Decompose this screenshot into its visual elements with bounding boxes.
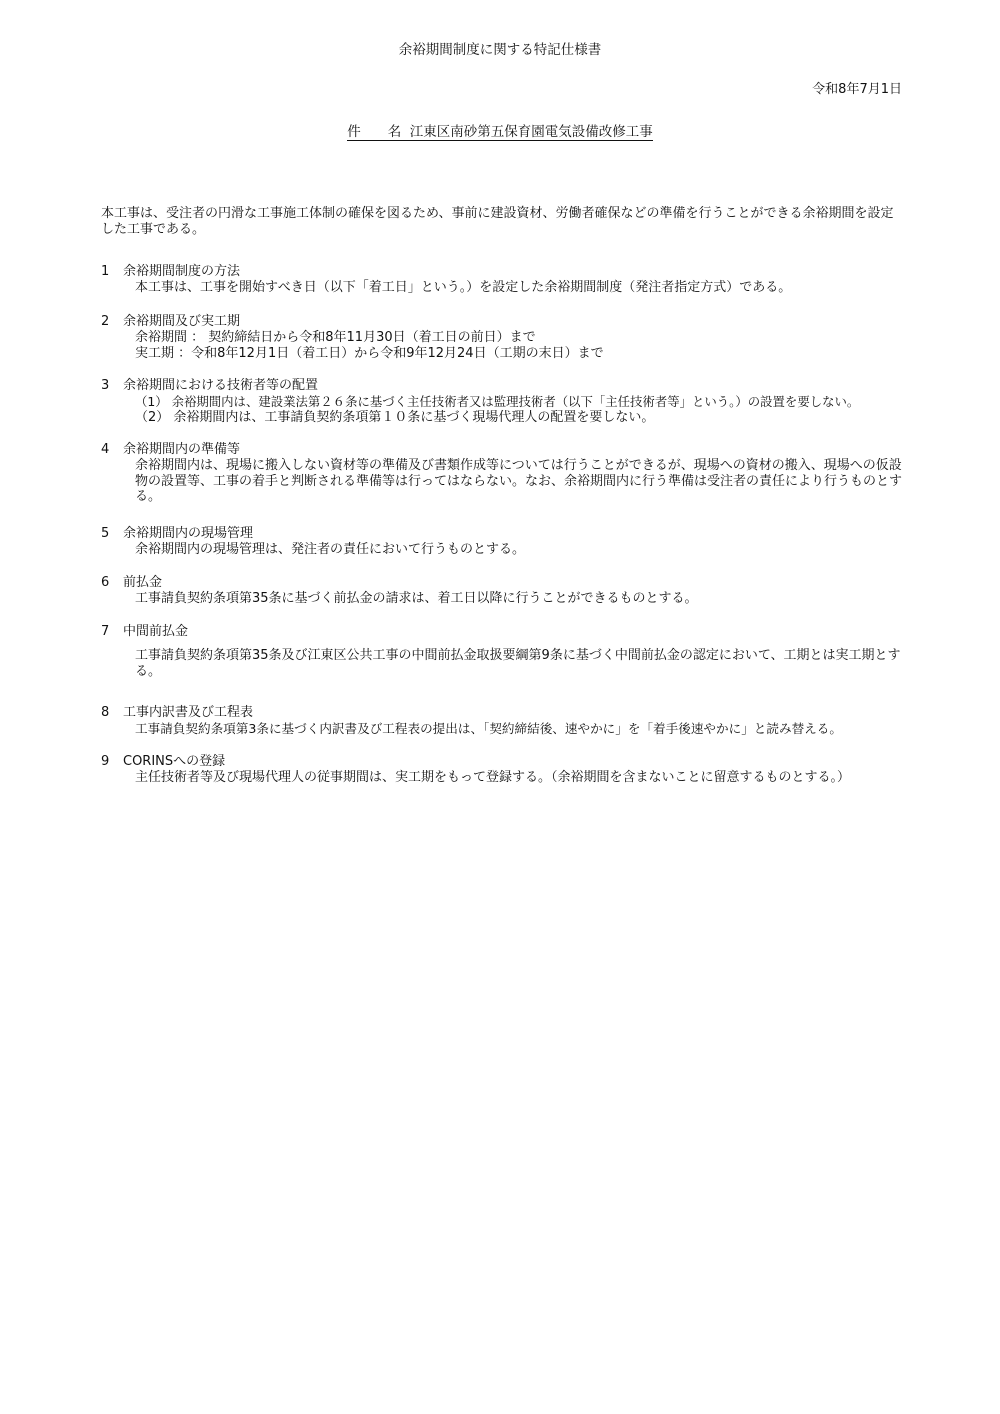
section-3	[101, 378, 913, 425]
intro-paragraph: 本工事は、受注者の円滑な工事施工体制の確保を図るため、事前に建設資材、労働者確保などの準備を行うことができる余裕期間を設定した工事である。	[101, 206, 894, 237]
section-text: 余裕期間内は、現場に搬入しない資材等の準備及び書類作成等については行うことができるが、現場への資材の搬入、現場への仮設物の設置等、工事の着手と判断される準備等は行ってはならない。なお、余裕期間内に行う準備は受注者の責任により行うものとする。	[135, 457, 903, 505]
section-title: 余裕期間及び実工期	[123, 314, 241, 329]
section-1	[101, 264, 913, 296]
project-label: 件 名	[347, 124, 402, 140]
section-text: （2） 余裕期間内は、工事請負契約条項第１０条に基づく現場代理人の配置を要しない。	[135, 409, 655, 425]
section-heading	[101, 705, 913, 721]
section-heading	[101, 314, 913, 330]
section-text: （1） 余裕期間内は、建設業法第２６条に基づく主任技術者又は監理技術者（以下「主任技術者等」という。）の設置を要しない。	[135, 393, 860, 409]
section-text: 工事請負契約条項第35条及び江東区公共工事の中間前払金取扱要綱第9条に基づく中間前払金の認定において、工期とは実工期とする。	[135, 647, 901, 679]
section-number: 3	[101, 378, 110, 393]
section-title: 工事内訳書及び工程表	[123, 705, 254, 720]
section-number: 7	[101, 624, 110, 639]
section-text: 本工事は、工事を開始すべき日（以下「着工日」という。）を設定した余裕期間制度（発注者指定方式）である。	[135, 279, 792, 295]
document-date: 令和8年7月1日	[812, 82, 902, 97]
section-title: 中間前払金	[123, 624, 189, 639]
section-heading	[101, 624, 913, 640]
section-6	[101, 575, 913, 607]
section-text: 実工期 ：令和8年12月1日（着工日）から令和9年12月24日（工期の末日）まで	[135, 345, 604, 361]
section-number: 9	[101, 754, 110, 769]
section-number: 2	[101, 314, 110, 329]
document-title: 余裕期間制度に関する特記仕様書	[398, 42, 602, 58]
section-9	[101, 754, 913, 786]
section-heading	[101, 575, 913, 591]
section-title: 余裕期間内の現場管理	[123, 526, 254, 541]
section-title: 前払金	[123, 575, 163, 590]
section-title: 余裕期間内の準備等	[123, 442, 241, 457]
project-name: 江東区南砂第五保育園電気設備改修工事	[409, 124, 653, 140]
section-title: 余裕期間における技術者等の配置	[123, 378, 319, 393]
section-5	[101, 526, 913, 558]
section-7	[101, 624, 913, 679]
section-heading	[101, 526, 913, 542]
section-heading	[101, 378, 913, 394]
section-text: 工事請負契約条項第35条に基づく前払金の請求は、着工日以降に行うことができるものとする。	[135, 590, 698, 606]
project-underline	[347, 124, 653, 141]
section-text: 余裕期間 ： 契約締結日から令和8年11月30日（着工日の前日）まで	[135, 329, 536, 345]
section-number: 8	[101, 705, 110, 720]
section-number: 5	[101, 526, 110, 541]
section-8	[101, 705, 913, 737]
section-heading	[101, 754, 913, 770]
section-title: 余裕期間制度の方法	[123, 264, 241, 279]
section-text: 工事請負契約条項第3条に基づく内訳書及び工程表の提出は、「契約締結後、速やかに」を「着手後速やかに」と読み替える。	[135, 720, 842, 736]
section-text: 余裕期間内の現場管理は、発注者の責任において行うものとする。	[135, 541, 526, 557]
section-number: 4	[101, 442, 110, 457]
section-heading	[101, 442, 913, 458]
section-number: 6	[101, 575, 110, 590]
section-2	[101, 314, 913, 361]
section-number: 1	[101, 264, 110, 279]
project-heading	[0, 124, 1000, 141]
section-text: 主任技術者等及び現場代理人の従事期間は、実工期をもって登録する。（余裕期間を含まないことに留意するものとする。）	[135, 769, 851, 785]
section-title: CORINSへの登録	[123, 754, 226, 769]
section-heading	[101, 264, 913, 280]
section-4	[101, 442, 913, 505]
